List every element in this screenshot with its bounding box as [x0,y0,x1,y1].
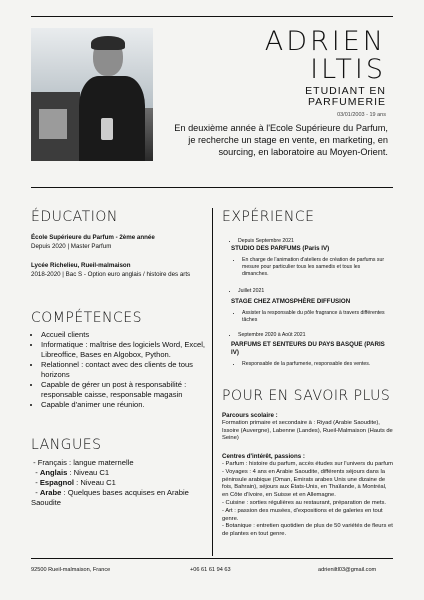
skill-item: • Informatique : maîtrise des logiciels Word, Excel, Libreoffice, Bases en Algobox, Python. [41,340,213,360]
skill-item: • Capable d'animer une réunion. [41,400,213,410]
experience-date: • Juillet 2021 [238,288,388,295]
education-heading: ÉDUCATION [31,209,118,225]
experience-desc: • En charge de l'animation d'ateliers de création de parfums sur mesure pour particulier tous les samedis et tous les dimanches. [242,257,388,278]
column-divider [212,208,213,556]
skill-item: • Accueil clients [41,330,213,340]
school-detail: 2018-2020 | Bac S - Option euro anglais / histoire des arts [31,270,191,278]
first-name: ADRIEN [264,26,386,57]
skills-list [31,330,213,410]
language-level: : Quelques bases acquises en Arabie Saoudite [31,488,189,507]
experience-item [228,238,388,278]
experience-date: • Depuis Septembre 2021 [238,238,388,245]
skill-item: • Relationnel : contact avec des clients de tous horizons [41,360,213,380]
job-title-line2: PARFUMERIE [307,96,386,108]
language-name: Français [37,458,67,467]
school-name: Lycée Richelieu, Rueil-malmaison [31,262,131,269]
language-name: Arabe [39,488,62,497]
more-info-heading: POUR EN SAVOIR PLUS [222,388,391,404]
school-detail: Depuis 2020 | Master Parfum [31,242,112,250]
experience-title: PARFUMS ET SENTEURS DU PAYS BASQUE (PARIS IV) [231,341,385,356]
experience-heading: EXPÉRIENCE [222,209,315,225]
language-item: - Anglais : Niveau C1 [31,468,110,477]
last-name: ILTIS [310,54,386,85]
job-title-line1: ETUDIANT EN [305,85,386,97]
experience-desc: • Assister la responsable du pôle fragrance à travers différentes tâches [242,310,388,324]
school-name: École Supérieure du Parfum - 2ème année [31,234,155,241]
language-level: : Niveau C1 [67,468,110,477]
experience-date: • Septembre 2020 à Août 2021 [238,332,388,339]
experience-title: STUDIO DES PARFUMS (Paris IV) [231,245,330,252]
top-rule [31,16,393,17]
languages-heading: LANGUES [31,437,102,453]
experience-desc: • Responsable de la parfumerie, responsable des ventes. [242,361,388,368]
language-level: : Niveau C1 [74,478,116,487]
footer-email: adrieniltl03@gmail.com [318,567,377,573]
more-info-body [222,412,394,539]
education-item [31,262,206,279]
footer-rule [31,558,393,559]
interest-item: - Parfum : histoire du parfum, accès études sur l'univers du parfum [222,460,393,467]
language-level: : langue maternelle [66,458,134,467]
language-item: - Espagnol : Niveau C1 [31,478,116,487]
interest-item: - Art : passion des musées, d'expositions et de galeries en tout genre. [222,507,383,522]
language-item: - Français : langue maternelle [31,458,134,467]
skill-item: • Capable de gérer un post à responsabilité : responsable caisse, responsable magasin [41,380,213,400]
school-path-heading: Parcours scolaire : [222,412,278,419]
interests-heading: Centres d'intérêt, passions : [222,453,305,461]
intro-text: En deuxième année à l'Ecole Supérieure du Parfum, je recherche un stage en vente, en marketing, en sourcing, en laboratoire au Moyen-Orient. [174,123,388,157]
full-name [265,28,386,84]
footer-address: 92500 Rueil-malmaison, France [31,567,111,573]
experience-item [228,288,388,324]
interest-item: - Botanique : entretien quotidien de plus de 50 variétés de fleurs et de plantes en tout genre. [222,523,393,538]
skills-heading: COMPÉTENCES [31,310,143,326]
experience-title: STAGE CHEZ ATMOSPHÈRE DIFFUSION [231,298,351,305]
language-name: Espagnol [39,478,75,487]
languages-list [31,458,203,508]
experience-item [228,332,388,368]
interest-item: - Cuisine : sorties régulières au restaurant, préparation de mets. [222,499,387,506]
job-title [305,86,386,108]
interest-item: - Voyages : 4 ans en Arabie Saoudite, différents séjours dans la péninsule arabique (Oman, Emirats arabes Unis une dizaine de fois, Bahrain), séjours aux États-Unis, en Thaïlande, à Montréal, en Côte d'Ivoire, en Suisse et en Allemagne. [222,468,387,499]
footer-phone: +06 61 61 94 63 [190,567,231,573]
language-name: Anglais [39,468,68,477]
language-item: - Arabe : Quelques bases acquises en Arabie Saoudite [31,488,189,507]
date-of-birth: 03/01/2003 - 19 ans [337,112,386,118]
section-divider [31,187,393,188]
profile-photo [31,28,153,161]
education-item [31,234,206,251]
school-path-text: Formation primaire et secondaire à : Riyad (Arabie Saoudite), Issoire (Auvergne), Labenne (Landes), Rueil-Malmaison (Hauts de Seine) [222,419,393,442]
